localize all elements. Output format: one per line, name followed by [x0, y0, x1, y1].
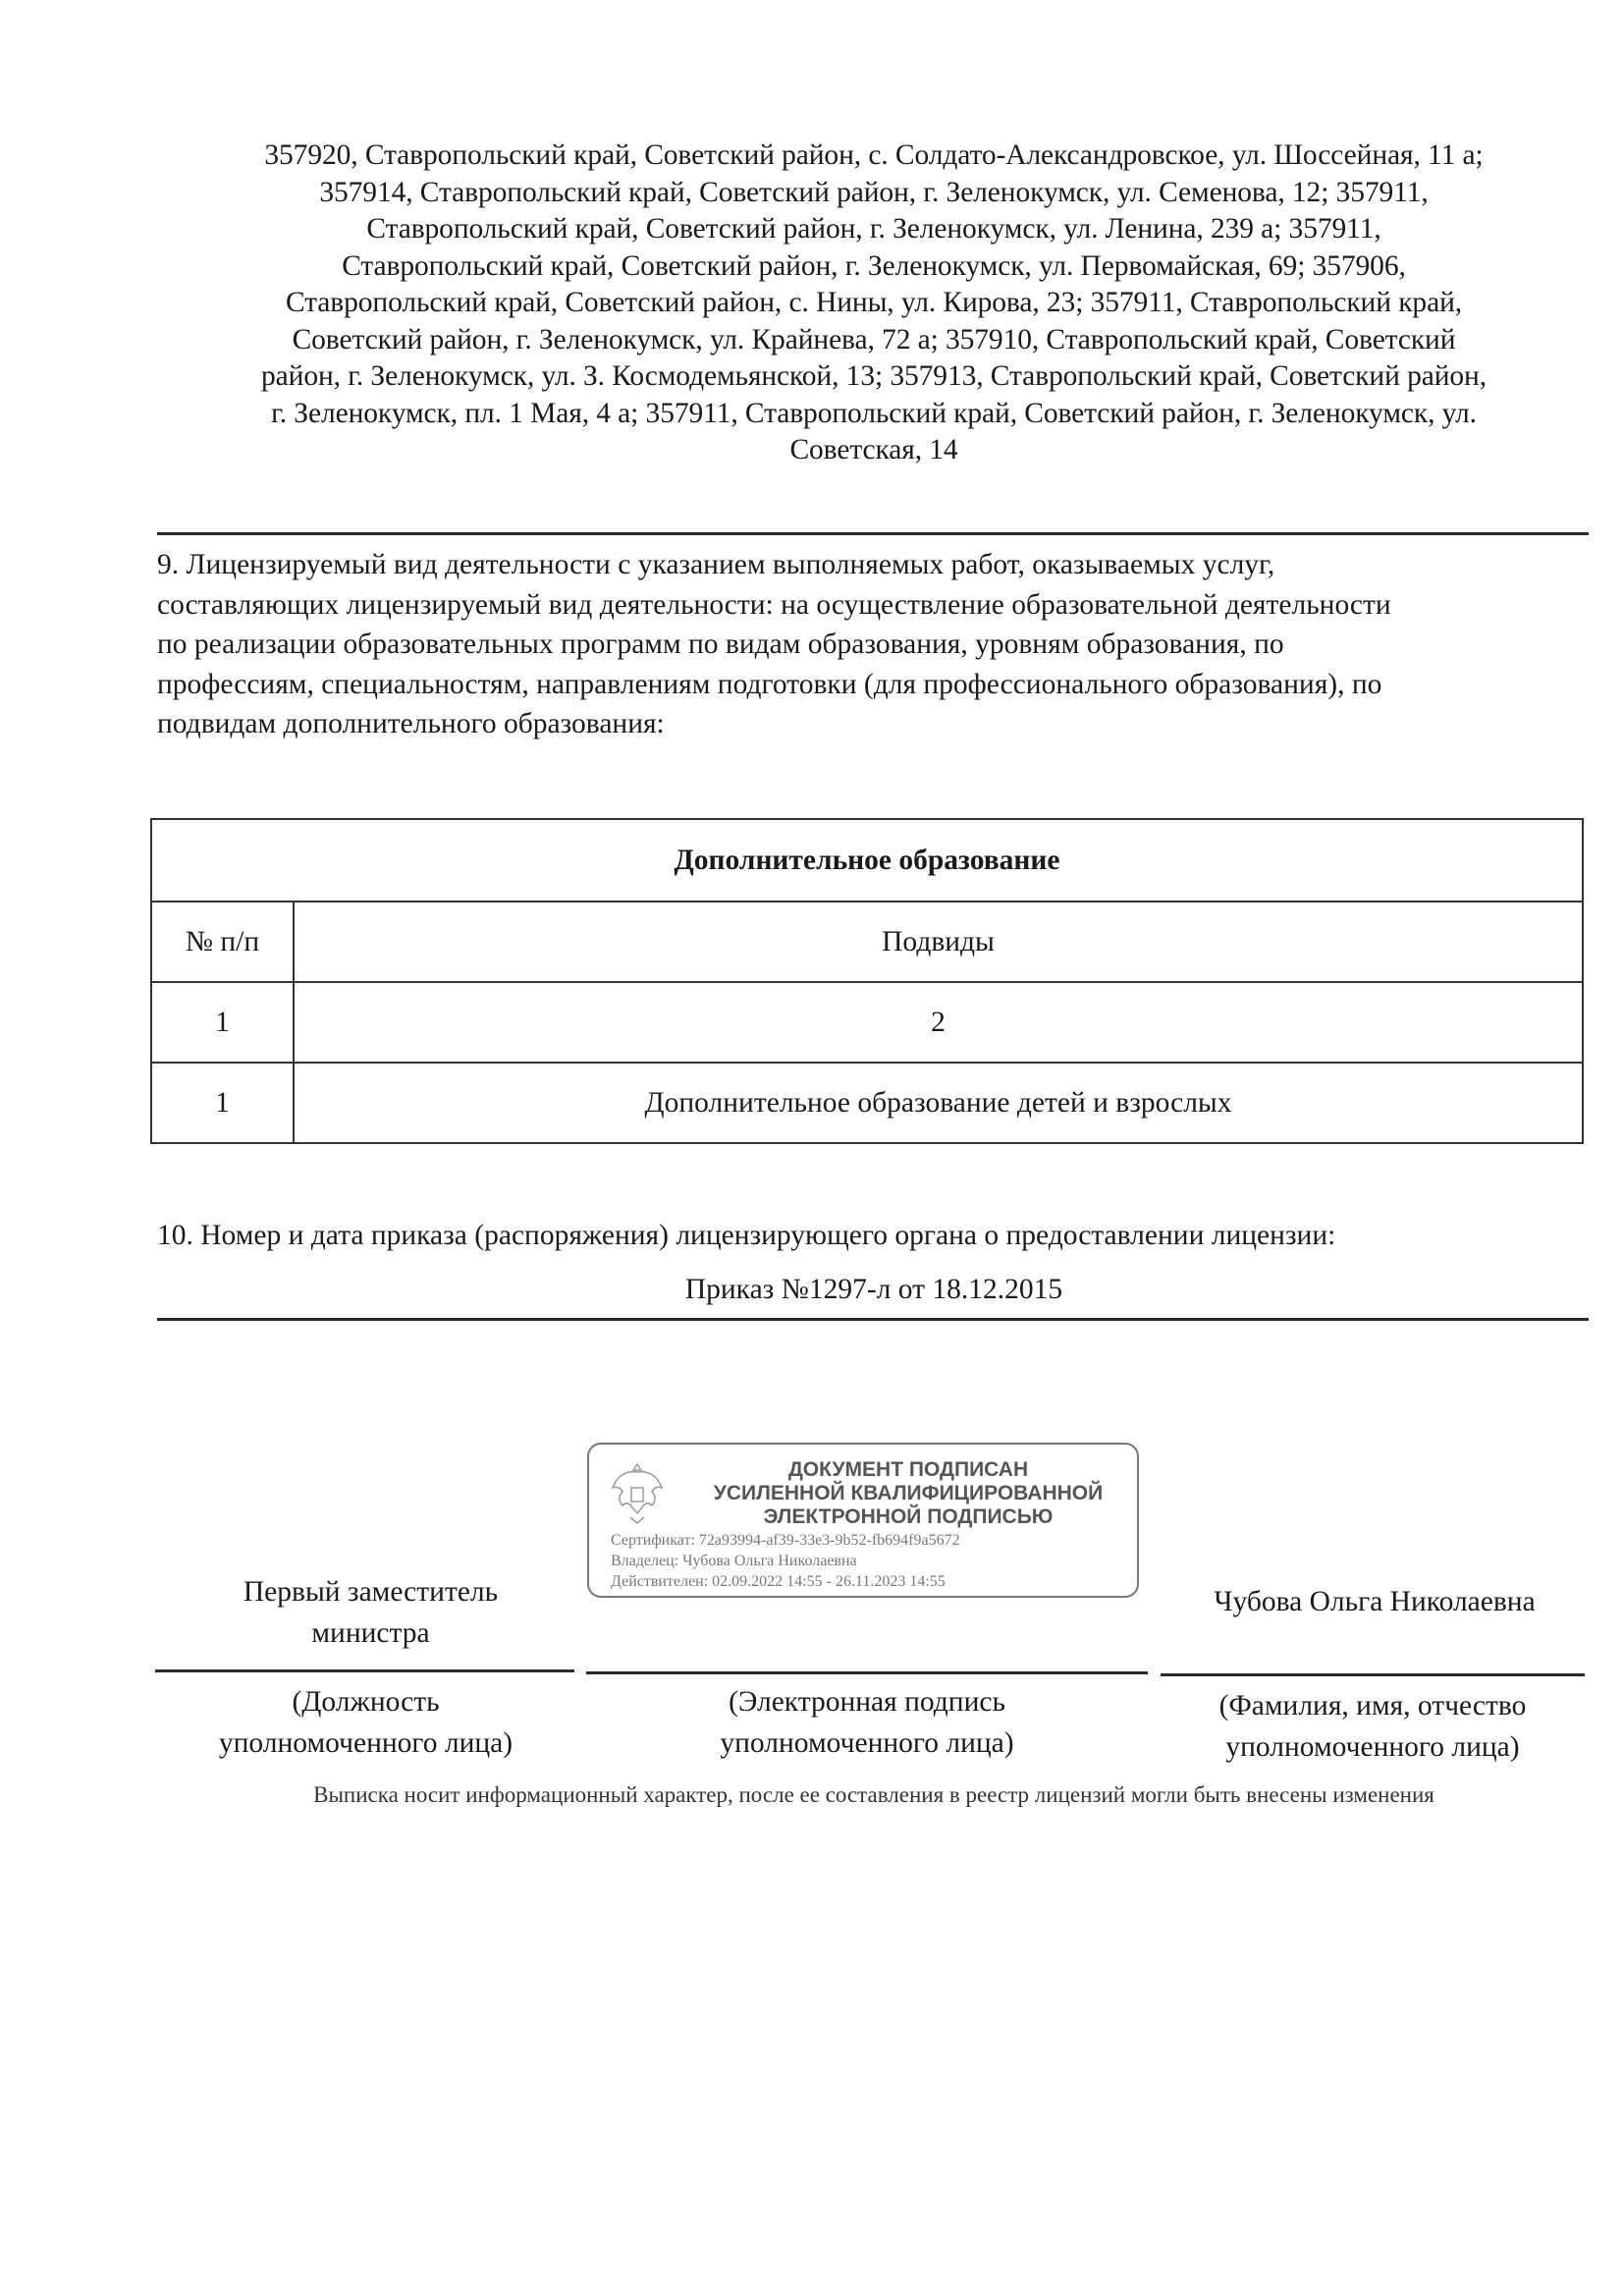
table-header-row	[151, 902, 1583, 982]
subtypes-table	[150, 818, 1584, 1144]
section-9	[157, 545, 1591, 744]
caption-line: уполномоченного лица)	[1225, 1731, 1520, 1763]
address-line: г. Зеленокумск, пл. 1 Мая, 4 а; 357911, Ставропольский край, Советский район, г. Зеленокумск, ул.	[271, 397, 1477, 429]
caption-position	[157, 1681, 574, 1764]
address-line: 357920, Ставропольский край, Советский район, с. Солдато-Александровское, ул. Шоссейная, 11 а;	[264, 139, 1484, 171]
caption-line: (Фамилия, имя, отчество	[1218, 1690, 1527, 1722]
signer-name: Чубова Ольга Николаевна	[1214, 1586, 1536, 1617]
stamp-certificate: Сертификат: 72a93994-af39-33e3-9b52-fb694f9a5672	[611, 1532, 960, 1549]
header-subtypes: Подвиды	[294, 902, 1583, 982]
footer-note: Выписка носит информационный характер, после ее составления в реестр лицензий могли быть внесены изменения	[313, 1782, 1434, 1807]
cell-subtype: Дополнительное образование детей и взрослых	[294, 1063, 1583, 1143]
address-line: Ставропольский край, Советский район, г. Зеленокумск, ул. Ленина, 239 а; 357911,	[366, 213, 1381, 245]
caption-name	[1161, 1685, 1585, 1768]
cell-number: 1	[151, 982, 294, 1063]
cell-subtype: 2	[294, 982, 1583, 1063]
section-9-line: подвидам дополнительного образования:	[157, 708, 665, 739]
stamp-owner: Владелец: Чубова Ольга Николаевна	[611, 1553, 857, 1569]
address-line: район, г. Зеленокумск, ул. З. Космодемьянской, 13; 357913, Ставропольский край, Советский район,	[260, 360, 1488, 392]
header-number: № п/п	[151, 902, 294, 982]
caption-line: уполномоченного лица)	[720, 1727, 1014, 1759]
caption-line: (Должность	[292, 1686, 440, 1718]
table-title: Дополнительное образование	[151, 819, 1583, 902]
section-9-line: профессиям, специальностям, направлениям подготовки (для профессионального образования), по	[157, 668, 1382, 700]
table-row	[151, 982, 1583, 1063]
table-title-row	[151, 819, 1583, 902]
signer-position-line: Первый заместитель	[243, 1576, 499, 1608]
section-9-line: 9. Лицензируемый вид деятельности с указанием выполняемых работ, оказываемых услуг,	[157, 549, 1275, 580]
table-row	[151, 1063, 1583, 1143]
divider	[157, 532, 1589, 535]
cell-number: 1	[151, 1063, 294, 1143]
signature-line	[586, 1671, 1148, 1674]
section-9-line: составляющих лицензируемый вид деятельности: на осуществление образовательной деятельности	[157, 588, 1391, 621]
name-line	[1161, 1673, 1585, 1676]
stamp-title-line: ЭЛЕКТРОННОЙ ПОДПИСЬЮ	[763, 1505, 1054, 1528]
address-line: Советская, 14	[789, 434, 958, 465]
section-10-label: 10. Номер и дата приказа (распоряжения) лицензирующего органа о предоставлении лицензии:	[157, 1220, 1336, 1251]
e-signature-stamp	[587, 1443, 1139, 1598]
stamp-valid-period: Действителен: 02.09.2022 14:55 - 26.11.2023 14:55	[611, 1573, 946, 1590]
address-line: Ставропольский край, Советский район, г. Зеленокумск, ул. Первомайская, 69; 357906,	[342, 249, 1406, 282]
caption-line: (Электронная подпись	[729, 1686, 1005, 1718]
divider	[157, 1318, 1589, 1321]
stamp-title-line: ДОКУМЕНТ ПОДПИСАН	[787, 1458, 1029, 1481]
signer-position	[157, 1571, 584, 1654]
coat-of-arms-icon	[607, 1458, 668, 1527]
caption-signature	[586, 1681, 1148, 1764]
signer-position-line: министра	[311, 1617, 430, 1649]
section-9-line: по реализации образовательных программ по видам образования, уровням образования, по	[157, 629, 1284, 660]
caption-line: уполномоченного лица)	[218, 1727, 514, 1759]
order-number: Приказ №1297-л от 18.12.2015	[684, 1274, 1063, 1305]
stamp-title-line: УСИЛЕННОЙ КВАЛИФИЦИРОВАННОЙ	[713, 1482, 1104, 1504]
address-line: 357914, Ставропольский край, Советский район, г. Зеленокумск, ул. Семенова, 12; 357911,	[319, 176, 1429, 208]
position-line	[155, 1669, 574, 1672]
address-line: Ставропольский край, Советский район, с. Нины, ул. Кирова, 23; 357911, Ставропольский край,	[285, 287, 1463, 318]
addresses-block	[157, 137, 1591, 469]
address-line: Советский район, г. Зеленокумск, ул. Крайнева, 72 а; 357910, Ставропольский край, Советский	[292, 323, 1456, 355]
